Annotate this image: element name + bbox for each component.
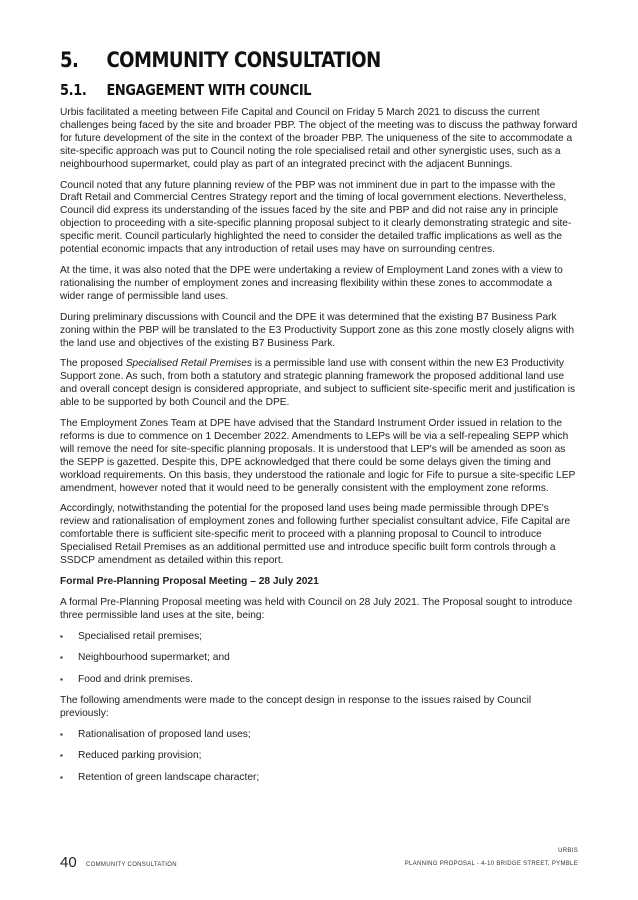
bullet-icon: ▪ (60, 772, 63, 782)
text-run: is a permissible land use with consent within the new E3 Productivity Support zone. As such, from both a statutory and strategic planning framework the proposed additional land use and overall concept design is considered appropriate, and subject to sufficient site-specific merit and justification is able to be supported by both Council and the DPE. (60, 358, 576, 409)
paragraph: Urbis facilitated a meeting between Fife Capital and Council on Friday 5 March 2021 to discuss the current challenges being faced by the site and broader PBP. The object of the meeting was to discuss the pathway forward for future development of the site in the context of the broader PBP. The uniqueness of the site to accommodate a site-specific approach was put to Council noting the role specialised retail and other synergistic uses, such as a neighbourhood supermarket, could play as part of an integrated precinct with the adjacent Bunnings. (60, 107, 578, 170)
paragraph: During preliminary discussions with Council and the DPE it was determined that the existing B7 Business Park zoning within the PBP will be translated to the E3 Productivity Support zone as this zone mostly closely aligns with the land use and objectives of the existing B7 Business Park. (60, 311, 574, 349)
paragraph: The Employment Zones Team at DPE have advised that the Standard Instrument Order issued in relation to the reforms is due to commence on 1 December 2022. Amendments to LEPs will be via a self-repealing SEPP which will remove the need for site-specific planning proposals. It is understood that LEP's will be amended as soon as the SEPP is gazetted. Despite this, DPE acknowledged that there could be some delays given the timing and workload requirements. On this basis, they understood the rationale and logic for Fife to pursue a site-specific LEP amendment, however noted that it would need to be generally consistent with the employment zone reforms. (60, 418, 576, 494)
paragraph: At the time, it was also noted that the DPE were undertaking a review of Employment Land zones with a view to rationalising the number of employment zones and increasing flexibility within these zones to accommodate a wider range of permissible land uses. (60, 264, 563, 302)
footer-document-title: PLANNING PROPOSAL - 4-10 BRIDGE STREET, PYMBLE (404, 861, 578, 867)
paragraph: Accordingly, notwithstanding the potential for the proposed land uses being made permissible through DPE's review and rationalisation of employment zones and following further specialist consultant advice, Fife Capital are comfortable there is sufficient site-specific merit to proceed with a planning proposal to Council to introduce Specialised Retail Premises as an additional permitted use and introduce specific built form controls through a SSDCP amendment as detailed within this report. (60, 503, 571, 567)
list-item: ▪ Rationalisation of proposed land uses; (60, 728, 251, 740)
meeting-subheading: Formal Pre-Planning Proposal Meeting – 28 July 2021 (60, 576, 319, 587)
footer-brand: URBIS (558, 848, 578, 854)
paragraph: A formal Pre-Planning Proposal meeting was held with Council on 28 July 2021. The Proposal sought to introduce three permissible land uses at the site, being: (60, 596, 573, 621)
page-content (60, 48, 578, 793)
page-number: 40 (60, 854, 77, 871)
bullet-icon: ▪ (60, 653, 63, 663)
amendments-list (60, 729, 578, 785)
section-number: 5. (60, 48, 79, 72)
bullet-icon: ▪ (60, 729, 63, 739)
bullet-icon: ▪ (60, 674, 63, 684)
page-title (60, 48, 505, 72)
paragraph-retail (60, 358, 578, 410)
page-footer (60, 836, 578, 876)
list-item: ▪ Food and drink premises. (60, 673, 193, 685)
section-title: COMMUNITY CONSULTATION (106, 48, 381, 72)
paragraph: Council noted that any future planning review of the PBP was not imminent due in part to the impasse with the Draft Retail and Commercial Centres Strategy report and the timing of local government elections. Nevertheless, Council did express its understanding of the issues faced by the site and PBP and did not raise any in principle objection to proceeding with a site-specific planning proposal subject to it clearly demonstrating strategic and site-specific merit. Council particularly highlighted the need to consider the detailed traffic implications as well as the potential economic impacts that any introduction of retail uses may have on surrounding centres. (60, 179, 572, 256)
emphasis-text: Specialised Retail Premises (125, 358, 252, 370)
list-item: ▪ Neighbourhood supermarket; and (60, 652, 230, 664)
list-item: ▪ Retention of green landscape character; (60, 771, 260, 783)
subsection-title: ENGAGEMENT WITH COUNCIL (106, 81, 312, 99)
land-use-list (60, 631, 578, 687)
subsection-heading (60, 81, 505, 99)
subsection-number: 5.1. (60, 81, 87, 99)
bullet-icon: ▪ (60, 751, 63, 761)
paragraph: The following amendments were made to the concept design in response to the issues raised by Council previously: (60, 694, 532, 719)
footer-section-label: COMMUNITY CONSULTATION (86, 862, 177, 868)
list-item: ▪ Reduced parking provision; (60, 750, 202, 762)
text-run: The proposed (60, 358, 126, 370)
list-item: ▪ Specialised retail premises; (60, 630, 203, 642)
bullet-icon: ▪ (60, 631, 63, 641)
